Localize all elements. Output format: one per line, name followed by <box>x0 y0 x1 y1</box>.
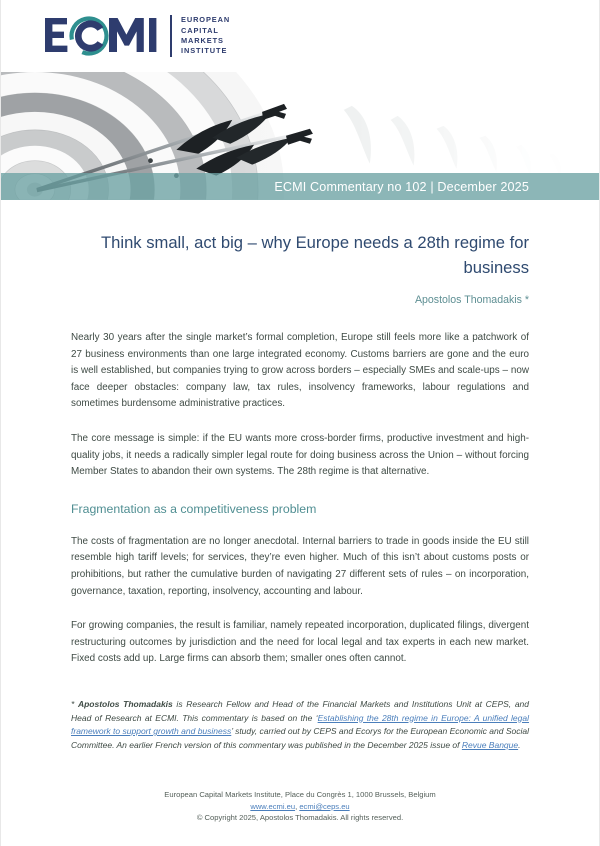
paragraph-2: The core message is simple: if the EU wants more cross-border firms, productive investment and high-quality jobs, it needs a radically simpler legal route for doing business across the Union – without forcing Member States to abandon their own systems. The 28th regime is that alternative. <box>71 432 529 478</box>
page-footer <box>1 789 599 824</box>
article-body <box>1 230 599 752</box>
banner-caption: ECMI Commentary no 102 | December 2025 <box>274 179 529 194</box>
footnote-author-name: Apostolos Thomadakis <box>77 698 173 709</box>
logo-header <box>1 0 599 72</box>
paragraph-4: For growing companies, the result is familiar, namely repeated incorporation, duplicated filings, divergent restructuring outcomes by jurisdiction and the need for local legal and tax experts in each new market. Fixed costs add up. Large firms can absorb them; smaller ones often cannot. <box>71 620 529 665</box>
section-heading-fragmentation: Fragmentation as a competitiveness problem <box>71 501 317 516</box>
footnote-link-study[interactable]: Establishing the 28th regime in Europe: A unified legal framework to support growth and business <box>71 712 530 737</box>
article-author: Apostolos Thomadakis * <box>414 294 529 306</box>
page-title: Think small, act big – why Europe needs a 28th regime for business <box>101 233 529 277</box>
banner-image <box>1 72 599 200</box>
footer-link-website[interactable]: www.ecmi.eu <box>250 801 296 811</box>
ecmi-wordmark-icon <box>43 14 161 58</box>
footer-link-separator: , <box>295 801 300 811</box>
footnote-text-1: is Research Fellow and Head of the Financial Markets and Institutions Unit at CEPS, and Head of Research at ECMI. This commentary is based on the ‘ <box>71 698 530 723</box>
footnote-text-3: . <box>518 739 521 750</box>
footnote <box>71 698 529 752</box>
footnote-marker: * <box>71 698 78 709</box>
footnote-text-2: ’ study, carried out by CEPS and Ecorys for the European Economic and Social Committee. An earlier French version of this commentary was published in the December 2025 issue of <box>71 726 530 750</box>
logo-subtitle <box>170 15 230 57</box>
footnote-link-revue-banque[interactable]: Revue Banque <box>461 739 519 750</box>
logo-subtitle-line-2: CAPITAL <box>181 25 219 35</box>
footer-links <box>1 801 599 813</box>
paragraph-1: Nearly 30 years after the single market’s formal completion, Europe still feels more like a patchwork of 27 business environments than one large integrated economy. Customs barriers are gone and the euro is well established, but companies trying to grow across borders – especially SMEs and scale-ups – now face deeper obstacles: company law, tax rules, insolvency frameworks, labour regulations and sometimes burdensome administrative practices. <box>71 332 529 410</box>
logo-subtitle-line-4: INSTITUTE <box>181 46 228 56</box>
footer-link-email[interactable]: ecmi@ceps.eu <box>299 801 350 811</box>
footer-address: European Capital Markets Institute, Place du Congrès 1, 1000 Brussels, Belgium <box>164 790 436 800</box>
banner-caption-band <box>1 173 599 200</box>
logo-subtitle-line-1: EUROPEAN <box>181 15 231 25</box>
paragraph-3: The costs of fragmentation are no longer anecdotal. Internal barriers to trade in goods inside the EU still resemble high tariff levels; for services, they’re even higher. Much of this isn’t about customs posts or prohibitions, but rather the cumulative burden of navigating 27 different sets of rules – on incorporation, governance, taxation, reporting, insolvency, accounting and labour. <box>71 535 529 597</box>
ecmi-logo <box>43 14 230 58</box>
logo-subtitle-line-3: MARKETS <box>181 36 224 45</box>
footer-copyright: © Copyright 2025, Apostolos Thomadakis. All rights reserved. <box>196 813 404 823</box>
